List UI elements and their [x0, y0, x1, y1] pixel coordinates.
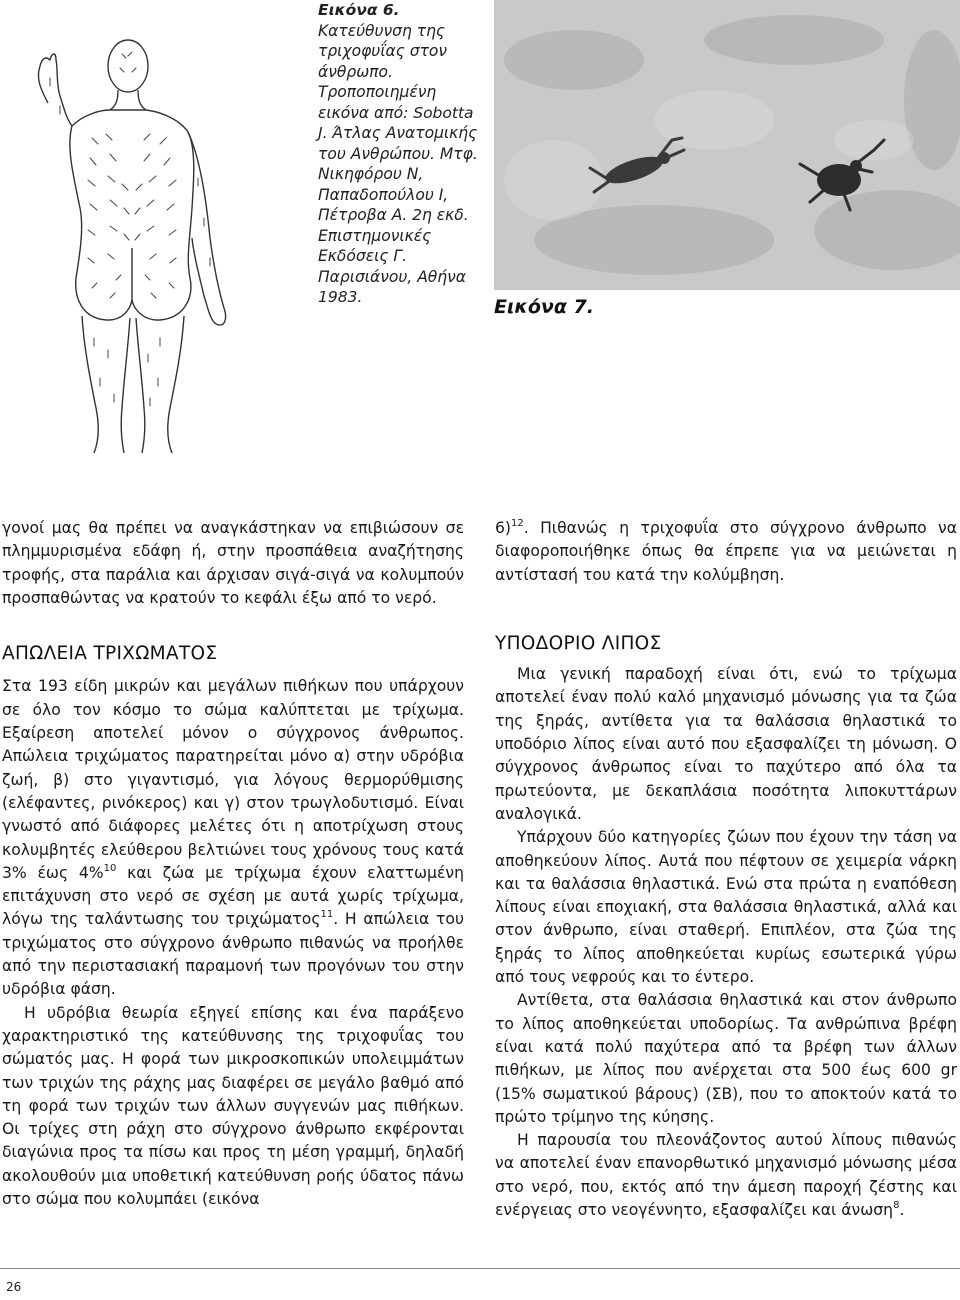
right-paragraph-1-start: 6) [495, 519, 512, 537]
right-paragraph-5-end: . [899, 1201, 905, 1220]
citation-12: 12 [511, 518, 524, 529]
page-number: 26 [6, 1280, 22, 1294]
left-paragraph-3: Η υδρόβια θεωρία εξηγεί επίσης και ένα παράξενο χαρακτηριστικό της κατεύθυνσης της τριχοφυΐας του σώματός μας. Η φορά των μικροσκοπικών υπολειμμάτων των τριχών της ράχης μας διαφέρει σε μεγάλο βαθμό από τη φορά των τριχών των άλλων συγγενών μας πιθήκων. Οι τρίχες στη ράχη στο σύγχρονο άνθρωπο εκφέρονται διαγώνια προς τα πίσω και προς τη μέση γραμμή, δηλαδή ακολουθούν μια υποθετική κατεύθυνση ροής ύδατος πάνω στο σώμα που κολυμπάει (εικόνα [2, 1003, 464, 1209]
section-heading-hair-loss: ΑΠΩΛΕΙΑ ΤΡΙΧΩΜΑΤΟΣ [2, 643, 218, 665]
figure-6-caption-text: Κατεύθυνση της τριχοφυΐας στον άνθρωπο. Τροποποιημένη εικόνα από: Sobotta J. Άτλας Ανατομικής του Ανθρώπου. Μτφ. Νικηφόρου Ν, Παπαδοπούλου Ι, Πέτροβα Α. 2η εκδ. Επιστημονικές Εκδόσεις Γ. Παρισιάνου, Αθήνα 1983. [318, 21, 478, 306]
left-paragraph-2-text: Στα 193 είδη μικρών και μεγάλων πιθήκων που υπάρχουν σε όλο τον κόσμο το σώμα καλύπτεται με τρίχωμα. Εξαίρεση αποτελεί μόνον ο σύγχρονος άνθρωπος. Απώλεια τριχώματος παρατηρείται μόνο α) στην υδρόβια ζωή, β) στο γιγαντισμό, για λόγους θερμορύθμισης (ελέφαντες, ρινόκερος) και γ) στον τρωγλοδυτισμό. Είναι γνωστό από διάφορες μελέτες ότι η αποτρίχωση στους κολυμβητές ελεύθερου βελτιώνει τους χρόνους τους κατά 3% έως 4% [2, 677, 464, 882]
figure-6-caption [318, 0, 478, 308]
citation-8: 8 [893, 1200, 900, 1212]
citation-11: 11 [320, 909, 334, 921]
citation-10: 10 [103, 862, 117, 874]
left-paragraph-2-end: . Η απώλεια του τριχώματος στο σύγχρονο άνθρωπο πιθανώς να προήλθε από την περιστασιακή παραμονή των προγόνων του στην υδρόβια φάση. [2, 910, 464, 999]
right-paragraph-2: Μια γενική παραδοχή είναι ότι, ενώ το τρίχωμα αποτελεί έναν πολύ καλό μηχανισμό μόνωσης για τα ζώα της ξηράς, αντίθετα για τα θαλάσσια θηλαστικά το υποδόριο λίπος είναι αυτό που εξασφαλίζει τη μόνωση. Ο σύγχρονος άνθρωπος είναι το παχύτερο από όλα τα πρωτεύοντα, με δεκαπλάσια ποσότητα λιποκυττάρων αναλογικά. [495, 665, 957, 823]
left-paragraph-2-cont: και ζώα με τρίχωμα έχουν ελαττωμένη επιτάχυνση στο νερό σε σχέση με αυτά χωρίς τρίχωμα, λόγω της ταλάντωσης του τριχώματος [2, 863, 464, 929]
figure-7-label: Εικόνα 7. [494, 296, 594, 318]
section-heading-subcutaneous-fat: ΥΠΟΔΟΡΙΟ ΛΙΠΟΣ [495, 632, 662, 654]
left-paragraph-2 [2, 675, 464, 1001]
right-paragraph-5 [495, 1129, 957, 1222]
figure-6-label: Εικόνα 6. [318, 1, 400, 19]
right-paragraph-5-text: Η παρουσία του πλεονάζοντος αυτού λίπους πιθανώς να αποτελεί έναν επανορθωτικό μηχανισμό μόνωσης μέσα στο νερό, που, εκτός από την άμεση παροχή ζέστης και ενέργειας στο νεογέννητο, εξασφαλίζει και άνωση [495, 1131, 957, 1220]
figure-6-illustration [10, 8, 300, 458]
left-paragraph-1: γονοί μας θα πρέπει να αναγκάστηκαν να επιβιώσουν σε πλημμυρισμένα εδάφη ή, στην προσπάθεια αναζήτησης τροφής, στα παράλια και άρχισαν σιγά-σιγά να κολυμπούν προσπαθώντας να κρατούν το κεφάλι έξω από το νερό. [2, 519, 464, 607]
right-paragraph-3: Υπάρχουν δύο κατηγορίες ζώων που έχουν την τάση να αποθηκεύουν λίπος. Αυτά που πέφτουν σε χειμερία νάρκη και τα θαλάσσια θηλαστικά. Ενώ στα πρώτα η εναπόθεση λίπους είναι εποχιακή, στα θαλάσσια θηλαστικά, αλλά και στον άνθρωπο, είναι σταθερή. Επιπλέον, στα ζώα της ξηράς το λίπος αποθηκεύεται κυρίως εσωτερικά γύρω από τους νεφρούς και το έντερο. [495, 828, 957, 987]
footer-rule [0, 1268, 960, 1269]
figure-7-cave-painting [494, 0, 960, 290]
right-column [495, 517, 957, 1222]
left-column [2, 517, 464, 1211]
right-paragraph-4: Αντίθετα, στα θαλάσσια θηλαστικά και στον άνθρωπο το λίπος αποθηκεύεται υποδορίως. Τα ανθρώπινα βρέφη είναι κατά πολύ παχύτερα από τα βρέφη των άλλων πιθήκων, με λίπος που ανέρχεται στα 500 έως 600 gr (15% σωματικού βάρους) (ΣΒ), που το αποκτούν κατά το πρώτο τρίμηνο της κύησης. [495, 991, 957, 1126]
right-paragraph-1-text: . Πιθανώς η τριχοφυΐα στο σύγχρονο άνθρωπο να διαφοροποιήθηκε όπως θα έπρεπε για να μειώνεται η αντίστασή του κατά την κολύμβηση. [495, 519, 957, 584]
right-paragraph-1 [495, 517, 957, 587]
